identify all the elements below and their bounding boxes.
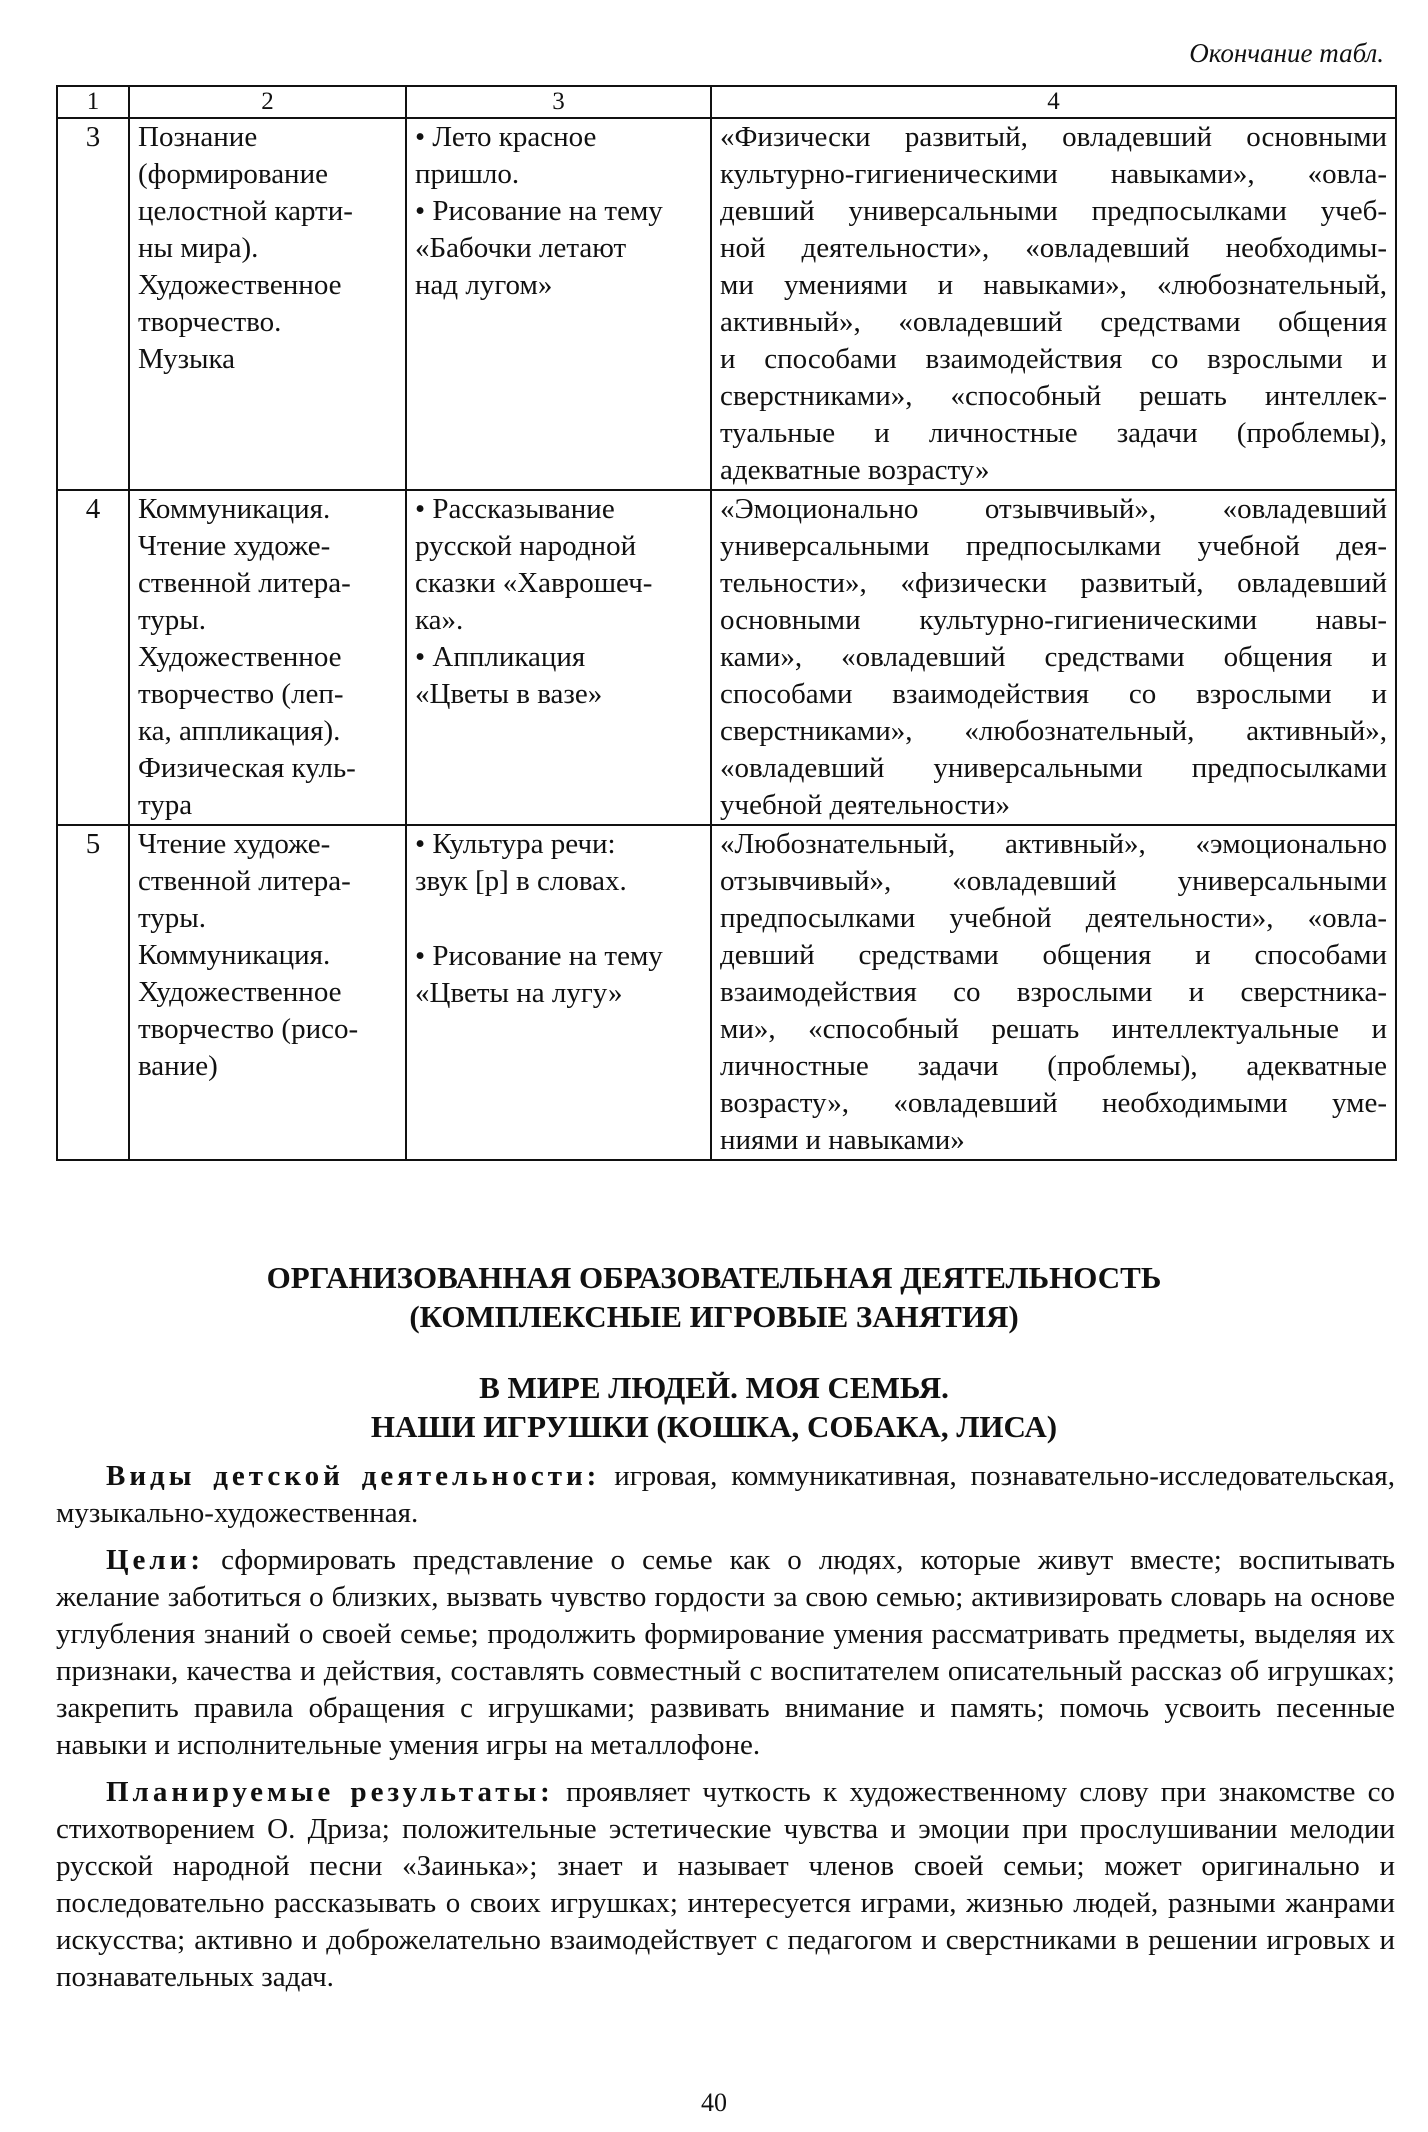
topic-heading-line: В МИРЕ ЛЮДЕЙ. МОЯ СЕМЬЯ. xyxy=(479,1370,949,1405)
cell-line: Чтение художе- xyxy=(138,530,331,562)
educational-areas-cell xyxy=(129,825,406,1160)
cell-line: ми умениями и навыками», «любознательный, xyxy=(720,269,1387,301)
page-number: 40 xyxy=(701,2088,727,2117)
cell-line: вание) xyxy=(138,1050,218,1082)
cell-line: творчество. xyxy=(138,306,282,338)
topic-heading xyxy=(0,1368,1428,1446)
cell-line: личностные задачи (проблемы), адекватные xyxy=(720,1050,1387,1082)
cell-line: Художественное xyxy=(138,976,342,1008)
activities-cell xyxy=(406,825,711,1160)
cell-line: взаимодействия со взрослыми и сверстника- xyxy=(720,976,1387,1008)
cell-line: творчество (рисо- xyxy=(138,1013,359,1045)
cell-line: • Культура речи: xyxy=(415,828,616,860)
section-heading-line: ОРГАНИЗОВАННАЯ ОБРАЗОВАТЕЛЬНАЯ ДЕЯТЕЛЬНОСТЬ xyxy=(266,1260,1162,1295)
educational-areas-cell xyxy=(129,490,406,825)
section-heading-line: (КОМПЛЕКСНЫЕ ИГРОВЫЕ ЗАНЯТИЯ) xyxy=(409,1299,1019,1334)
column-header-1: 1 xyxy=(57,86,129,118)
cell-line: универсальными предпосылками учебной дея- xyxy=(720,530,1387,562)
cell-line: туальные и личностные задачи (проблемы), xyxy=(720,417,1387,449)
cell-line: звук [р] в словах. xyxy=(415,865,627,897)
cell-line: ми», «способный решать интеллектуальные и xyxy=(720,1013,1387,1045)
column-header-2: 2 xyxy=(129,86,406,118)
cell-line: русской народной xyxy=(415,530,637,562)
goals-text: сформировать представление о семье как о людях, которые живут вместе; воспитывать желание заботиться о близких, вызвать чувство гордости за свою семью; активизировать словарь на основе углубления знаний о своей семье; продолжить формирование умения рассматривать предметы, выделяя их признаки, качества и действия, составлять совместный с воспитателем описательный рассказ об игрушках; закрепить правила обращения с игрушками; развивать внимание и память; помочь усвоить песенные навыки и исполнительные умения игры на металлофоне. xyxy=(56,1544,1395,1761)
cell-line: «Цветы на лугу» xyxy=(415,977,623,1009)
activities-table xyxy=(56,85,1397,1161)
table-row xyxy=(57,825,1396,1160)
cell-line: пришло. xyxy=(415,158,520,190)
cell-line: Коммуникация. xyxy=(138,493,331,525)
cell-line: целостной карти- xyxy=(138,195,353,227)
cell-line: девший универсальными предпосылками учеб- xyxy=(720,195,1387,227)
cell-line: «Физически развитый, овладевший основными xyxy=(720,121,1387,153)
cell-line: творчество (леп- xyxy=(138,678,344,710)
activity-types-label: Виды детской деятельности: xyxy=(106,1460,601,1492)
cell-line: Художественное xyxy=(138,641,342,673)
topic-heading-line: НАШИ ИГРУШКИ (КОШКА, СОБАКА, ЛИСА) xyxy=(370,1409,1058,1444)
cell-line: способами взаимодействия со взрослыми и xyxy=(720,678,1387,710)
integrative-qualities-cell xyxy=(711,825,1396,1160)
activity-types-text: игровая, коммуникативная, познавательно-исследовательская, музыкально-художественная. xyxy=(56,1460,1395,1529)
cell-line: Коммуникация. xyxy=(138,939,331,971)
cell-line: • Рисование на тему xyxy=(415,195,663,227)
cell-line: культурно-гигиеническими навыками», «овла- xyxy=(720,158,1387,190)
cell-line: тельности», «физически развитый, овладевший xyxy=(720,567,1387,599)
cell-line: туры. xyxy=(138,902,207,934)
cell-line: и способами взаимодействия со взрослыми и xyxy=(720,343,1387,375)
cell-line: ственной литера- xyxy=(138,567,351,599)
cell-line: предпосылками учебной деятельности», «овла- xyxy=(720,902,1387,934)
cell-line: возрасту», «овладевший необходимыми уме- xyxy=(720,1087,1387,1119)
cell-line: • Рассказывание xyxy=(415,493,615,525)
row-number: 3 xyxy=(57,118,129,490)
row-number: 5 xyxy=(57,825,129,1160)
cell-line: сказки «Хаврошеч- xyxy=(415,567,653,599)
activities-cell xyxy=(406,118,711,490)
cell-line: отзывчивый», «овладевший универсальными xyxy=(720,865,1387,897)
cell-line: «Эмоционально отзывчивый», «овладевший xyxy=(720,493,1387,525)
activities-cell xyxy=(406,490,711,825)
planned-results-paragraph xyxy=(56,1774,1395,1996)
cell-line: Музыка xyxy=(138,343,236,375)
cell-line: девший средствами общения и способами xyxy=(720,939,1387,971)
cell-line: ка, аппликация). xyxy=(138,715,341,747)
cell-line: Художественное xyxy=(138,269,342,301)
goals-paragraph xyxy=(56,1542,1395,1764)
cell-line: ной деятельности», «овладевший необходимы- xyxy=(720,232,1387,264)
cell-line: основными культурно-гигиеническими навы- xyxy=(720,604,1387,636)
continuation-note: Окончание табл. xyxy=(1189,38,1384,68)
cell-line: адекватные возрасту» xyxy=(720,454,990,486)
cell-line: туры. xyxy=(138,604,207,636)
cell-line: «Цветы в вазе» xyxy=(415,678,603,710)
cell-line: Физическая куль- xyxy=(138,752,356,784)
cell-line: ны мира). xyxy=(138,232,259,264)
cell-line: • Рисование на тему xyxy=(415,940,663,972)
section-heading xyxy=(0,1258,1428,1336)
cell-line: • Аппликация xyxy=(415,641,586,673)
cell-line: Познание xyxy=(138,121,258,153)
planned-results-label: Планируемые результаты: xyxy=(106,1776,554,1808)
integrative-qualities-cell xyxy=(711,118,1396,490)
cell-line: «Любознательный, активный», «эмоционально xyxy=(720,828,1387,860)
cell-line: учебной деятельности» xyxy=(720,789,1011,821)
lesson-description xyxy=(56,1458,1395,2006)
cell-line: Чтение художе- xyxy=(138,828,331,860)
cell-line: над лугом» xyxy=(415,269,553,301)
educational-areas-cell xyxy=(129,118,406,490)
cell-line: (формирование xyxy=(138,158,328,190)
cell-line: сверстниками», «любознательный, активный», xyxy=(720,715,1387,747)
integrative-qualities-cell xyxy=(711,490,1396,825)
planned-results-text: проявляет чуткость к художественному слову при знакомстве со стихотворением О. Дриза; положительные эстетические чувства и эмоции при прослушивании мелодии русской народной песни «Заинька»; знает и называет членов своей семьи; может оригинально и последовательно рассказывать о своих игрушках; интересуется играми, жизнью людей, разными жанрами искусства; активно и доброжелательно взаимодействует с педагогом и сверстниками в решении игровых и познавательных задач. xyxy=(56,1776,1395,1993)
column-header-3: 3 xyxy=(406,86,711,118)
table-header-row xyxy=(57,86,1396,118)
table-row xyxy=(57,490,1396,825)
cell-line: ниями и навыками» xyxy=(720,1124,965,1156)
cell-line: «овладевший универсальными предпосылками xyxy=(720,752,1387,784)
table-row xyxy=(57,118,1396,490)
cell-line: ственной литера- xyxy=(138,865,351,897)
cell-line: «Бабочки летают xyxy=(415,232,627,264)
cell-line: тура xyxy=(138,789,193,821)
cell-line: активный», «овладевший средствами общения xyxy=(720,306,1387,338)
cell-line: ками», «овладевший средствами общения и xyxy=(720,641,1387,673)
row-number: 4 xyxy=(57,490,129,825)
cell-line: сверстниками», «способный решать интеллек- xyxy=(720,380,1387,412)
column-header-4: 4 xyxy=(711,86,1396,118)
goals-label: Цели: xyxy=(106,1544,205,1576)
cell-line: ка». xyxy=(415,604,464,636)
cell-line: • Лето красное xyxy=(415,121,597,153)
activity-types-paragraph xyxy=(56,1458,1395,1532)
